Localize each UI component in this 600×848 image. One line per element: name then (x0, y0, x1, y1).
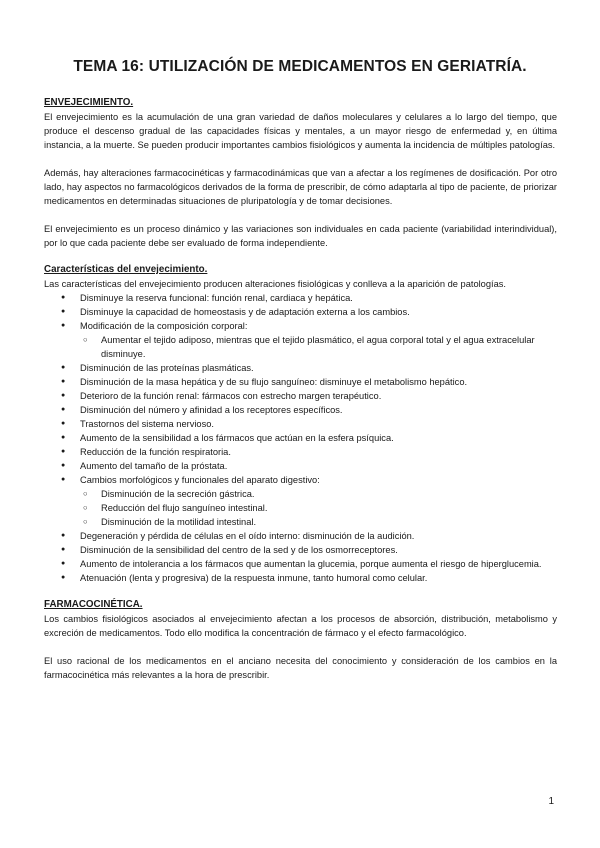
bullet-list (44, 291, 557, 585)
sub-list-item: ○ Disminución de la motilidad intestinal. (44, 515, 557, 529)
paragraph: Los cambios fisiológicos asociados al envejecimiento afectan a los procesos de absorción, distribución, metabolismo y excreción de medicamentos. Todo ello modifica la concentración de fármaco y el efecto farmacológico. (44, 614, 557, 638)
list-item: ● Disminuye la reserva funcional: función renal, cardiaca y hepática. (44, 291, 557, 305)
list-item: ● Disminución del número y afinidad a los receptores específicos. (44, 403, 557, 417)
section-heading-farmacocinetica: FARMACOCINÉTICA. (44, 599, 143, 610)
section-heading-envejecimiento: ENVEJECIMIENTO. (44, 97, 134, 108)
list-item: ● Disminuye la capacidad de homeostasis y de adaptación externa a los cambios. (44, 305, 557, 319)
sub-list-item: ○ Reducción del flujo sanguíneo intestinal. (44, 501, 557, 515)
list-item: ● Aumento de la sensibilidad a los fármacos que actúan en la esfera psíquica. (44, 431, 557, 445)
list-item-text: Cambios morfológicos y funcionales del aparato digestivo: (80, 475, 320, 485)
list-item: ● Aumento de intolerancia a los fármacos que aumentan la glucemia, porque aumenta el riesgo de hiperglucemia. (44, 557, 557, 571)
sub-list (44, 487, 557, 529)
list-item (44, 319, 557, 361)
list-item (44, 473, 557, 529)
paragraph: El envejecimiento es la acumulación de una gran variedad de daños moleculares y celulares a lo largo del tiempo, que produce el descenso gradual de las capacidades físicas y mentales, a un mayor riesgo de enfermedad y, en última instancia, a la muerte. Se pueden producir importantes cambios fisiológicos y aumenta la incidencia de múltiples patologías. (44, 112, 557, 150)
sub-list (44, 333, 557, 361)
paragraph: Además, hay alteraciones farmacocinéticas y farmacodinámicas que van a afectar a los regímenes de dosificación. Por otro lado, hay aspectos no farmacológicos derivados de la forma de prescribir, de cómo adaptarla al tipo de paciente, de priorizar medicamentos en determinadas situaciones de pluripatología y de tomar decisiones. (44, 168, 557, 206)
paragraph: El uso racional de los medicamentos en el anciano necesita del conocimiento y consideración de los cambios en la farmacocinética más relevantes a la hora de prescribir. (44, 656, 557, 680)
section-heading-caracteristicas: Características del envejecimiento. (44, 264, 208, 275)
list-item: ● Reducción de la función respiratoria. (44, 445, 557, 459)
page-number: 1 (548, 796, 554, 807)
list-item: ● Deterioro de la función renal: fármacos con estrecho margen terapéutico. (44, 389, 557, 403)
document-body (44, 96, 557, 682)
list-item: ● Aumento del tamaño de la próstata. (44, 459, 557, 473)
page-title: TEMA 16: UTILIZACIÓN DE MEDICAMENTOS EN GERIATRÍA. (73, 58, 527, 75)
list-item: ● Disminución de las proteínas plasmáticas. (44, 361, 557, 375)
list-item: ● Degeneración y pérdida de células en el oído interno: disminución de la audición. (44, 529, 557, 543)
sub-list-item: ○ Aumentar el tejido adiposo, mientras que el tejido plasmático, el agua corporal total y el agua extracelular disminuye. (44, 333, 557, 361)
list-item: ● Trastornos del sistema nervioso. (44, 417, 557, 431)
list-item: ● Atenuación (lenta y progresiva) de la respuesta inmune, tanto humoral como celular. (44, 571, 557, 585)
list-item-text: Modificación de la composición corporal: (80, 321, 248, 331)
paragraph: Las características del envejecimiento producen alteraciones fisiológicas y conlleva a la aparición de patologías. (44, 279, 507, 289)
list-item: ● Disminución de la sensibilidad del centro de la sed y de los osmorreceptores. (44, 543, 557, 557)
paragraph: El envejecimiento es un proceso dinámico y las variaciones son individuales en cada paciente (variabilidad interindividual), por lo que cada paciente debe ser evaluado de forma independiente. (44, 224, 557, 248)
list-item: ● Disminución de la masa hepática y de su flujo sanguíneo: disminuye el metabolismo hepático. (44, 375, 557, 389)
sub-list-item: ○ Disminución de la secreción gástrica. (44, 487, 557, 501)
